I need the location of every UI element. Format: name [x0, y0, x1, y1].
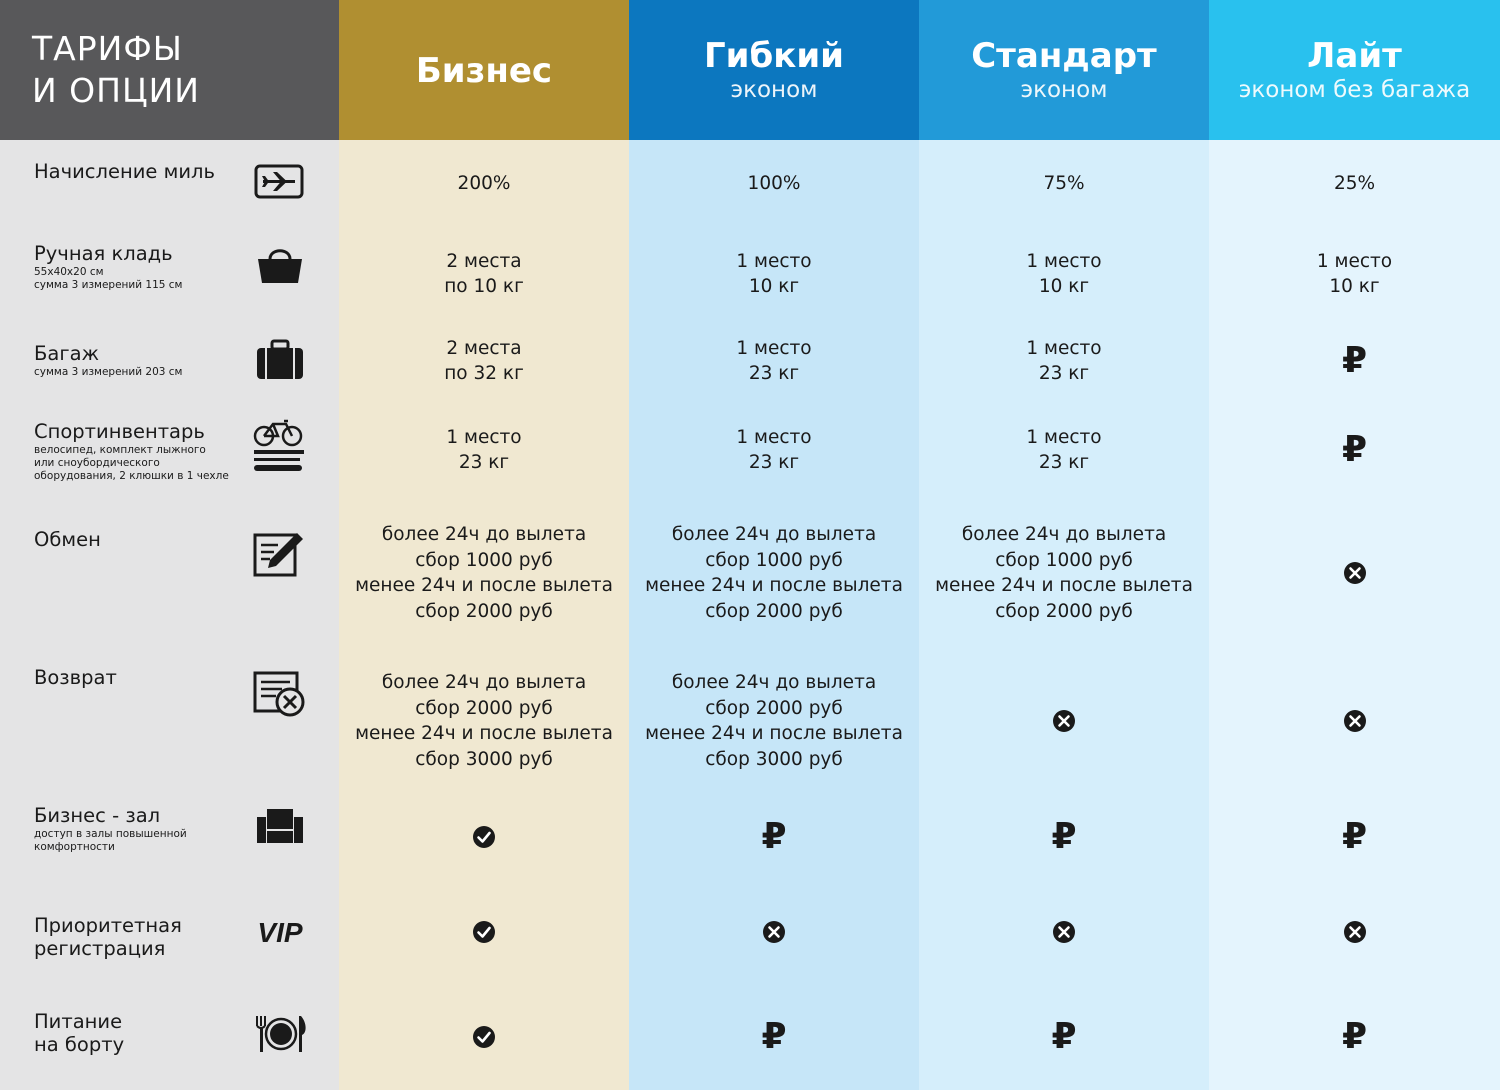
table-row [0, 984, 1500, 1090]
cell-text-line: менее 24ч и после вылета [645, 575, 903, 596]
cell-lite [1209, 402, 1500, 498]
cell-standard [919, 880, 1209, 984]
cell-standard [919, 402, 1209, 498]
cell-text-line: 2 места [446, 337, 522, 359]
cell-business [339, 320, 629, 402]
plan-name: Стандарт [971, 36, 1157, 76]
cell-lite [1209, 320, 1500, 402]
option-label [34, 804, 249, 854]
ruble-icon: ₽ [761, 1016, 787, 1057]
cell-text-line: 100% [747, 173, 801, 195]
cell-text-line: 23 кг [1038, 363, 1090, 384]
cell-text-line: по 32 кг [444, 363, 524, 384]
cell-lite [1209, 794, 1500, 880]
cross-icon [762, 920, 786, 944]
option-subtitle: доступ в залы повышенной комфортности [34, 828, 187, 853]
cell-text-line: более 24ч до вылета [381, 524, 587, 545]
ruble-icon: ₽ [1341, 1016, 1368, 1057]
cell-text-line: сбор 2000 руб [415, 600, 553, 622]
cross-icon [1343, 561, 1367, 585]
cell-lite [1209, 140, 1500, 228]
ruble-icon: ₽ [1341, 429, 1368, 470]
cell-flex [629, 402, 919, 498]
cell-lite [1209, 880, 1500, 984]
option-label [34, 914, 249, 960]
cell-flex [629, 228, 919, 320]
cell-text-line: менее 24ч и после вылета [355, 723, 613, 744]
cell-text-line: 10 кг [1329, 276, 1380, 297]
cell-text-line: более 24ч до вылета [671, 672, 877, 693]
option-title: Приоритетная регистрация [34, 914, 182, 960]
check-icon [472, 920, 496, 944]
plan-subtitle: эконом [730, 77, 818, 103]
plan-subtitle: эконом без багажа [1238, 77, 1471, 103]
option-title: Спортинвентарь [34, 420, 205, 443]
cell-business [339, 498, 629, 648]
title-line-1: ТАРИФЫ [32, 29, 183, 68]
cell-text-line: сбор 2000 руб [705, 697, 843, 719]
cell-business [339, 794, 629, 880]
ruble-icon: ₽ [761, 816, 787, 857]
table-row [0, 402, 1500, 498]
armchair-icon [250, 796, 310, 856]
plan-subtitle: эконом [1020, 77, 1108, 103]
cell-text-line: сбор 1000 руб [415, 549, 553, 571]
cell-text-line: 1 место [736, 250, 812, 272]
cell-business [339, 228, 629, 320]
cell-standard [919, 984, 1209, 1090]
option-label [34, 242, 249, 292]
table-row [0, 648, 1500, 794]
cell-text-line: сбор 2000 руб [415, 697, 553, 719]
cell-business [339, 402, 629, 498]
table-row [0, 140, 1500, 228]
option-label [34, 342, 249, 379]
cell-text-line: 10 кг [748, 276, 800, 297]
cell-standard [919, 794, 1209, 880]
plan-name: Гибкий [704, 36, 844, 76]
cross-icon [1343, 709, 1367, 733]
cell-text-line: 75% [1043, 173, 1085, 195]
handbag-icon [250, 236, 310, 296]
cell-flex [629, 140, 919, 228]
cell-text-line: 23 кг [1038, 452, 1090, 473]
edit-document-icon [250, 523, 310, 583]
ruble-icon: ₽ [1051, 816, 1077, 857]
cell-text-line: сбор 3000 руб [415, 748, 553, 770]
cell-flex [629, 648, 919, 794]
option-label [34, 160, 249, 183]
cell-text-line: 200% [457, 173, 511, 195]
cell-lite [1209, 228, 1500, 320]
option-label [34, 420, 249, 483]
cell-text-line: сбор 1000 руб [705, 549, 843, 571]
cell-text-line: сбор 2000 руб [705, 600, 843, 622]
cell-text-line: 1 место [736, 337, 812, 359]
cross-icon [1343, 920, 1367, 944]
check-icon [472, 1025, 496, 1049]
cell-standard [919, 140, 1209, 228]
ruble-icon: ₽ [1051, 1016, 1077, 1057]
title-line-2: И ОПЦИИ [32, 71, 200, 110]
plan-name: Бизнес [415, 51, 553, 91]
option-title: Багаж [34, 342, 100, 365]
cell-business [339, 140, 629, 228]
table-title [0, 0, 339, 140]
cell-flex [629, 794, 919, 880]
cross-icon [1052, 709, 1076, 733]
refund-document-icon [250, 664, 310, 724]
plan-header-standard [919, 0, 1209, 140]
vip-icon [250, 902, 310, 962]
ruble-icon: ₽ [1341, 816, 1368, 857]
cell-business [339, 648, 629, 794]
cell-text-line: менее 24ч и после вылета [645, 723, 903, 744]
meal-plate-icon [250, 1004, 310, 1064]
cell-flex [629, 880, 919, 984]
svg-text:VIP: VIP [257, 917, 303, 948]
option-subtitle: сумма 3 измерений 203 см [34, 366, 183, 378]
cell-standard [919, 498, 1209, 648]
table-row [0, 794, 1500, 880]
cell-text-line: более 24ч до вылета [381, 672, 587, 693]
cross-icon [1052, 920, 1076, 944]
cell-text-line: более 24ч до вылета [671, 524, 877, 545]
cell-business [339, 880, 629, 984]
cell-flex [629, 984, 919, 1090]
option-title: Бизнес - зал [34, 804, 161, 827]
bicycle-ski-icon [250, 416, 310, 476]
cell-text-line: 1 место [1316, 250, 1393, 272]
plan-name: Лайт [1307, 36, 1402, 76]
option-subtitle: велосипед, комплект лыжного или сноубордического оборудования, 2 клюшки в 1 чехле [34, 444, 229, 482]
cell-text-line: 10 кг [1038, 276, 1090, 297]
table-row [0, 320, 1500, 402]
cell-text-line: 23 кг [458, 452, 510, 473]
cell-standard [919, 648, 1209, 794]
cell-text-line: более 24ч до вылета [961, 524, 1167, 545]
cell-text-line: 1 место [446, 426, 522, 448]
table-row [0, 880, 1500, 984]
option-label [34, 1010, 249, 1056]
cell-text-line: по 10 кг [444, 276, 524, 297]
cell-lite [1209, 648, 1500, 794]
cell-text-line: 2 места [446, 250, 522, 272]
cell-text-line: 25% [1333, 173, 1376, 195]
ruble-icon: ₽ [1341, 340, 1368, 381]
cell-text-line: 1 место [1026, 426, 1102, 448]
cell-text-line: 23 кг [748, 363, 800, 384]
cell-text-line: 23 кг [748, 452, 800, 473]
cell-flex [629, 498, 919, 648]
plan-header-lite [1209, 0, 1500, 140]
option-title: Возврат [34, 666, 117, 689]
suitcase-icon [250, 330, 310, 390]
cell-text-line: сбор 2000 руб [995, 600, 1133, 622]
option-subtitle: 55x40x20 см сумма 3 измерений 115 см [34, 266, 183, 291]
cell-text-line: менее 24ч и после вылета [355, 575, 613, 596]
table-row [0, 228, 1500, 320]
cell-text-line: сбор 1000 руб [995, 549, 1133, 571]
option-title: Начисление миль [34, 160, 215, 183]
cell-business [339, 984, 629, 1090]
plan-header-flex [629, 0, 919, 140]
cell-lite [1209, 984, 1500, 1090]
check-icon [472, 825, 496, 849]
cell-text-line: 1 место [736, 426, 812, 448]
option-title: Ручная кладь [34, 242, 173, 265]
option-label [34, 528, 249, 551]
plan-header-business [339, 0, 629, 140]
option-title: Питание на борту [34, 1010, 125, 1056]
cell-lite [1209, 498, 1500, 648]
cell-text-line: 1 место [1026, 250, 1102, 272]
option-title: Обмен [34, 528, 101, 551]
cell-standard [919, 320, 1209, 402]
ticket-plane-icon [250, 152, 310, 212]
cell-text-line: 1 место [1026, 337, 1102, 359]
cell-flex [629, 320, 919, 402]
cell-standard [919, 228, 1209, 320]
option-label [34, 666, 249, 689]
cell-text-line: менее 24ч и после вылета [935, 575, 1193, 596]
cell-text-line: сбор 3000 руб [705, 748, 843, 770]
table-row [0, 498, 1500, 648]
